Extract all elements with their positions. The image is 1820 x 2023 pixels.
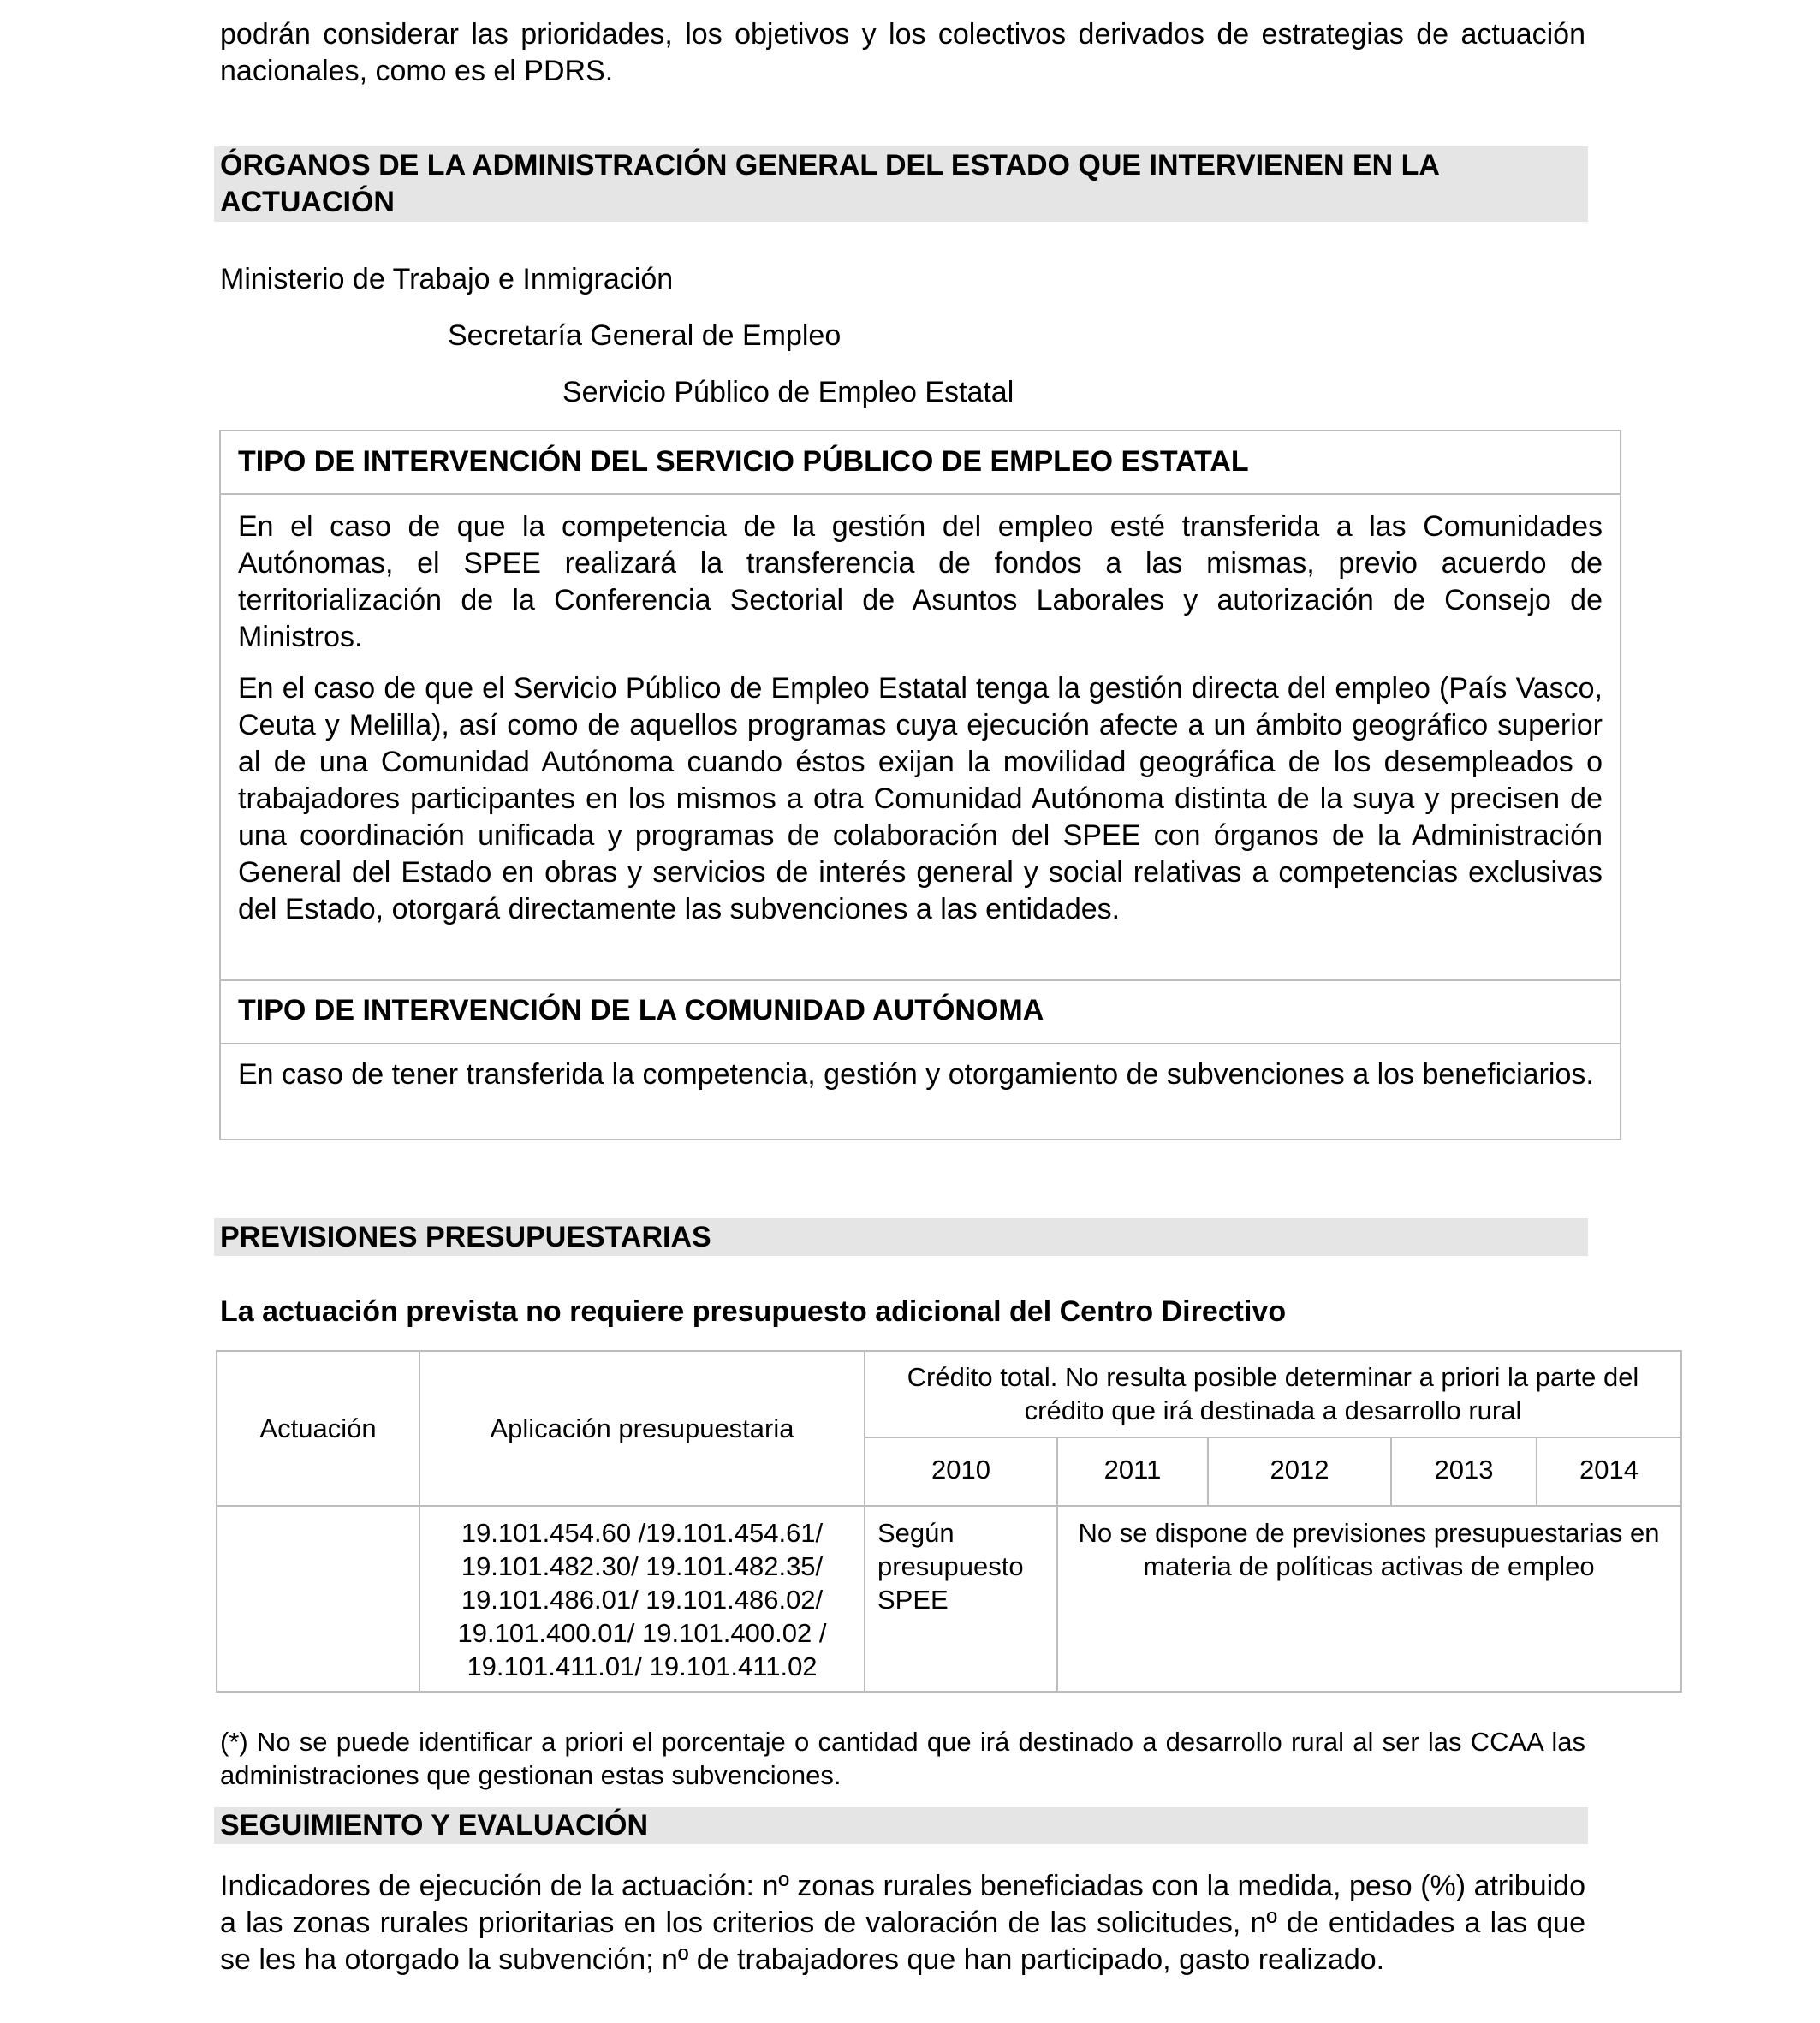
budget-code-line: 19.101.411.01/ 19.101.411.02: [467, 1651, 818, 1681]
ministry-name: Ministerio de Trabajo e Inmigración: [220, 263, 674, 295]
section-previsiones-heading: PREVISIONES PRESUPUESTARIAS: [220, 1221, 711, 1253]
intervention-box: [219, 430, 1621, 1140]
section-seguimiento-heading: SEGUIMIENTO Y EVALUACIÓN: [220, 1809, 649, 1842]
year-header: 2011: [1103, 1455, 1162, 1485]
cell-2010: Según presupuesto SPEE: [877, 1518, 1024, 1615]
ccaa-intervention-heading: TIPO DE INTERVENCIÓN DE LA COMUNIDAD AUTÓNOMA: [238, 994, 1044, 1026]
year-header: 2014: [1579, 1455, 1639, 1485]
budget-code-line: 19.101.454.60 /19.101.454.61/: [461, 1518, 824, 1548]
column-header-aplicacion: Aplicación presupuestaria: [490, 1413, 794, 1443]
seguimiento-paragraph: Indicadores de ejecución de la actuación: nº zonas rurales beneficiadas con la medida, peso (%) atribuido a las zonas rurales prioritarias en los criterios de valoración de las solicitudes, nº de entidades a las que se les ha otorgado la subvención; nº de trabajadores que han participado, gasto realizado.: [220, 1870, 1585, 1976]
section-organos-heading: ÓRGANOS DE LA ADMINISTRACIÓN GENERAL DEL ESTADO QUE INTERVIENEN EN LA ACTUACIÓN: [220, 149, 1439, 218]
year-header: 2010: [931, 1455, 990, 1485]
budget-footnote: (*) No se puede identificar a priori el porcentaje o cantidad que irá destinado a desarrollo rural al ser las CCAA las administraciones que gestionan estas subvenciones.: [220, 1727, 1585, 1790]
ccaa-paragraph: En caso de tener transferida la competencia, gestión y otorgamiento de subvenciones a los beneficiarios.: [238, 1058, 1594, 1091]
speee-paragraph-2: En el caso de que el Servicio Público de Empleo Estatal tenga la gestión directa del empleo (País Vasco, Ceuta y Melilla), así como de aquellos programas cuya ejecución afecte a un ámbito geográfico superior al de una Comunidad Autónoma cuando éstos exijan la movilidad geográfica de los desempleados o trabajadores participantes en los mismos a otra Comunidad Autónoma distinta de la suya y precisen de una coordinación unificada y programas de colaboración del SPEE con órganos de la Administración General del Estado en obras y servicios de interés general y social relativas a competencias exclusivas del Estado, otorgará directamente las subvenciones a las entidades.: [238, 672, 1603, 925]
budget-code-line: 19.101.400.01/ 19.101.400.02 /: [457, 1618, 827, 1648]
speee-paragraph-1: En el caso de que la competencia de la gestión del empleo esté transferida a las Comunidades Autónomas, el SPEE realizará la transferencia de fondos a las mismas, previo acuerdo de territorialización de la Conferencia Sectorial de Asuntos Laborales y autorización de Consejo de Ministros.: [238, 510, 1603, 653]
column-header-actuacion: Actuación: [259, 1413, 377, 1443]
service-name: Servicio Público de Empleo Estatal: [562, 376, 1014, 408]
speee-intervention-heading: TIPO DE INTERVENCIÓN DEL SERVICIO PÚBLICO DE EMPLEO ESTATAL: [238, 445, 1249, 478]
box-divider: [221, 1043, 1620, 1044]
cell-later-years: No se dispone de previsiones presupuestarias en materia de políticas activas de empleo: [1078, 1518, 1660, 1581]
budget-code-line: 19.101.486.01/ 19.101.486.02/: [461, 1585, 824, 1615]
budget-code-line: 19.101.482.30/ 19.101.482.35/: [461, 1551, 824, 1581]
box-divider: [221, 493, 1620, 495]
year-header: 2012: [1270, 1455, 1329, 1485]
previsiones-subheading: La actuación prevista no requiere presupuesto adicional del Centro Directivo: [220, 1295, 1287, 1328]
box-divider: [221, 979, 1620, 981]
secretariat-name: Secretaría General de Empleo: [448, 319, 842, 352]
cell-aplicacion: [420, 1516, 864, 1683]
column-header-credito: Crédito total. No resulta posible determinar a priori la parte del crédito que irá destinada a desarrollo rural: [907, 1362, 1639, 1425]
year-header: 2013: [1434, 1455, 1494, 1485]
intro-paragraph: podrán considerar las prioridades, los objetivos y los colectivos derivados de estrategias de actuación nacionales, como es el PDRS.: [220, 18, 1585, 87]
budget-table: [216, 1350, 1682, 1693]
